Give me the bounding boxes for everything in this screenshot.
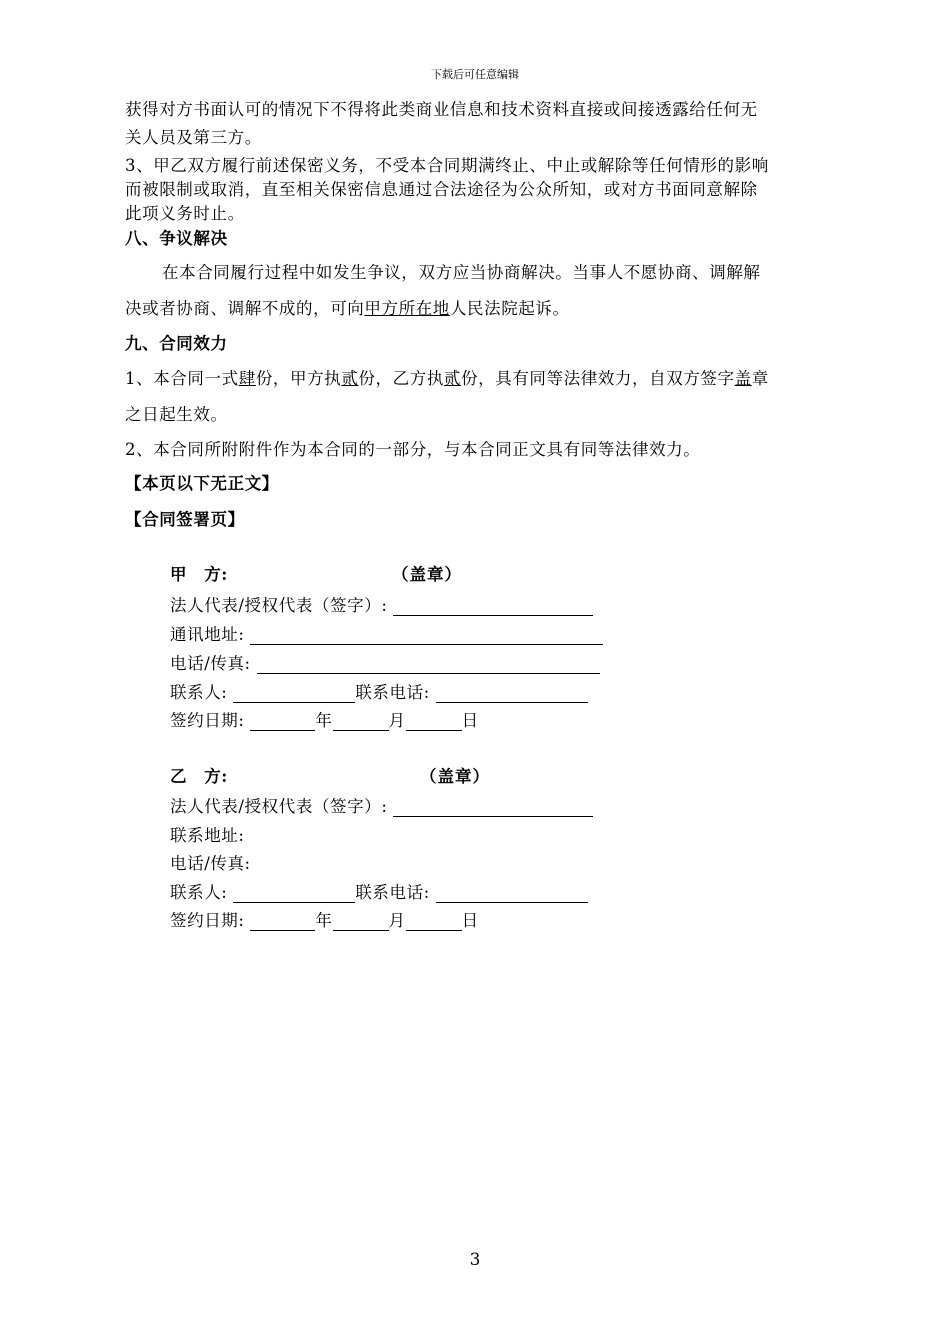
party-b-day-field[interactable]: [406, 914, 462, 931]
para2-line2: 而被限制或取消，直至相关保密信息通过合法途径为公众所知，或对方书面同意解除: [125, 180, 758, 199]
party-a-month-field[interactable]: [333, 714, 389, 731]
party-b-rep-field[interactable]: [393, 800, 593, 817]
party-b-rep-row: 法人代表/授权代表（签字）:: [170, 793, 593, 817]
party-a-seal: （盖章）: [392, 565, 462, 584]
party-b-seal: （盖章）: [420, 767, 490, 786]
party-a-rep-field[interactable]: [393, 599, 593, 616]
section8-line2: 决或者协商、调解不成的，可向甲方所在地人民法院起诉。: [125, 299, 570, 318]
party-b-phone-label: 电话/传真:: [170, 854, 251, 873]
section9-item2: 2、本合同所附附件作为本合同的一部分，与本合同正文具有同等法律效力。: [125, 440, 701, 459]
section9-item1-line2: 之日起生效。: [125, 405, 228, 424]
no-text-note: 【本页以下无正文】: [125, 474, 279, 493]
party-a-phone-row: 电话/传真:: [170, 650, 600, 674]
para1-line2: 关人员及第三方。: [125, 128, 262, 147]
party-a-phone-field[interactable]: [257, 657, 600, 674]
party-a-year-field[interactable]: [250, 714, 315, 731]
party-b-label: 乙 方:: [170, 767, 228, 786]
party-b-contact-field[interactable]: [233, 886, 355, 903]
party-a-date-row: 签约日期: 年 月 日: [170, 711, 479, 730]
party-b-address-label: 联系地址:: [170, 826, 245, 845]
party-a-address-row: 通讯地址:: [170, 621, 603, 645]
party-a-contact-field[interactable]: [233, 686, 355, 703]
para2-line1: 3、甲乙双方履行前述保密义务，不受本合同期满终止、中止或解除等任何情形的影响: [125, 156, 769, 175]
party-b-year-field[interactable]: [250, 914, 315, 931]
party-b-contact-row: 联系人: 联系电话:: [170, 879, 588, 903]
page-number: 3: [469, 1250, 481, 1270]
sign-page-title: 【合同签署页】: [125, 510, 245, 529]
party-b-month-field[interactable]: [333, 914, 389, 931]
page-header: 下载后可任意编辑: [431, 68, 519, 81]
section9-heading: 九、合同效力: [125, 334, 228, 353]
party-b-contact-phone-field[interactable]: [436, 886, 588, 903]
court-location: 甲方所在地: [364, 299, 450, 318]
party-a-contact-phone-field[interactable]: [436, 686, 588, 703]
section8-line1: 在本合同履行过程中如发生争议，双方应当协商解决。当事人不愿协商、调解解: [162, 263, 761, 282]
para1-line1: 获得对方书面认可的情况下不得将此类商业信息和技术资料直接或间接透露给任何无: [125, 100, 758, 119]
party-a-contact-row: 联系人: 联系电话:: [170, 679, 588, 703]
party-a-rep-row: 法人代表/授权代表（签字）:: [170, 592, 593, 616]
party-b-date-row: 签约日期: 年 月 日: [170, 911, 479, 930]
section8-heading: 八、争议解决: [125, 229, 228, 248]
party-a-day-field[interactable]: [406, 714, 462, 731]
party-a-label: 甲 方:: [170, 565, 228, 584]
section9-item1: 1、本合同一式肆份，甲方执贰份，乙方执贰份，具有同等法律效力，自双方签字盖章: [125, 369, 769, 388]
para2-line3: 此项义务时止。: [125, 204, 245, 223]
party-a-address-field[interactable]: [250, 628, 603, 645]
